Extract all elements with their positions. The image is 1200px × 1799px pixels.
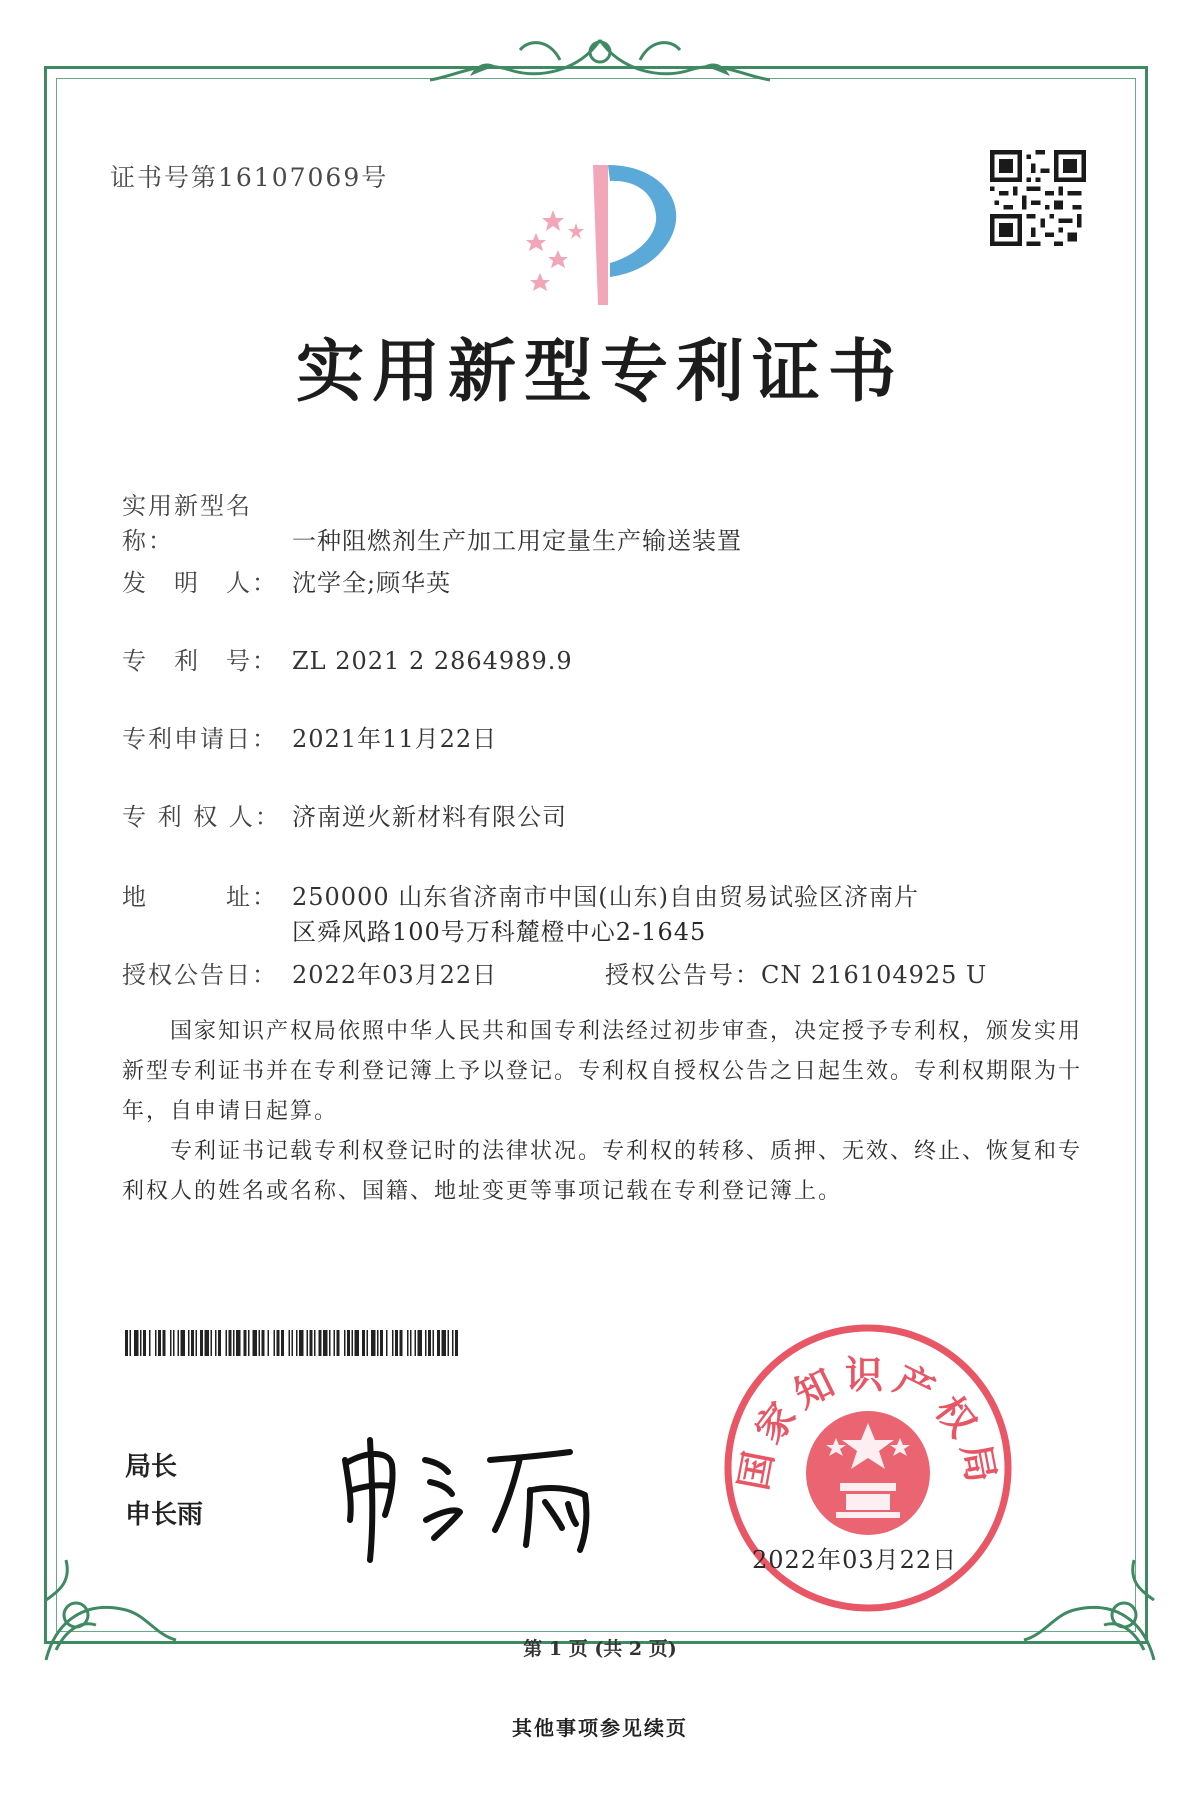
- barcode-bar: [248, 1330, 250, 1356]
- seal-text: 国家知识产权局: [731, 1353, 1005, 1494]
- body-paragraph: 专利证书记载专利权登记时的法律状况。专利权的转移、质押、无效、终止、恢复和专利权人的姓名或名称、国籍、地址变更等事项记载在专利登记簿上。: [122, 1139, 1083, 1204]
- barcode-bar: [188, 1330, 190, 1356]
- barcode-bar: [415, 1330, 417, 1356]
- barcode-bar: [158, 1330, 161, 1356]
- field-announcement-date: [122, 955, 497, 990]
- barcode-bar: [392, 1330, 394, 1356]
- barcode-bar: [226, 1330, 228, 1356]
- barcode-bar: [211, 1330, 213, 1356]
- barcode-bar: [236, 1330, 241, 1356]
- field-label: 发 明 人：: [122, 569, 278, 597]
- field-patentee: [122, 797, 567, 832]
- certificate-number: 证书号第16107069号: [110, 163, 389, 192]
- barcode-bar: [428, 1330, 431, 1356]
- field-value: 一种阻燃剂生产加工用定量生产输送装置: [292, 527, 742, 555]
- barcode-bar: [334, 1330, 336, 1356]
- seal-date: 2022年03月22日: [752, 1546, 958, 1574]
- director-title: 局长: [125, 1452, 178, 1482]
- barcode-bar: [296, 1330, 298, 1356]
- barcode-bar: [319, 1330, 322, 1356]
- barcode-bar: [323, 1330, 328, 1356]
- qr-code-icon: [990, 150, 1086, 246]
- barcode-bar: [215, 1330, 217, 1356]
- barcode-bar: [170, 1330, 172, 1356]
- barcode-bar: [173, 1330, 175, 1356]
- barcode-bar: [196, 1330, 198, 1356]
- field-label: 专 利 号：: [122, 647, 278, 675]
- barcode-bar: [191, 1330, 194, 1356]
- field-inventor: [122, 563, 451, 598]
- field-value: 2021年11月22日: [292, 725, 498, 753]
- barcode-bar: [410, 1330, 412, 1356]
- barcode-bar: [310, 1330, 313, 1356]
- barcode-bar: [259, 1330, 261, 1356]
- barcode-bar: [205, 1330, 210, 1356]
- field-label: 授权公告号：: [605, 961, 761, 989]
- field-value: 沈学全;顾华英: [292, 569, 452, 597]
- barcode-bar: [244, 1330, 247, 1356]
- field-announcement-number: [605, 955, 987, 990]
- barcode-bar: [337, 1330, 340, 1356]
- barcode-bar: [329, 1330, 331, 1356]
- director-name: 申长雨: [125, 1500, 204, 1530]
- field-address: [122, 877, 919, 912]
- barcode-bar: [143, 1330, 146, 1356]
- barcode-bar: [433, 1330, 435, 1356]
- barcode: [125, 1330, 458, 1356]
- barcode-bar: [134, 1330, 139, 1356]
- barcode-bar: [371, 1330, 376, 1356]
- field-address-line2: 区舜风路100号万科麓橙中心2-1645: [292, 918, 707, 946]
- barcode-bar: [218, 1330, 221, 1356]
- field-value: CN 216104925 U: [761, 961, 988, 989]
- barcode-bar: [452, 1330, 454, 1356]
- field-value: 250000 山东省济南市中国(山东)自由贸易试验区济南片: [292, 883, 919, 911]
- barcode-bar: [455, 1330, 458, 1356]
- footer-note: 其他事项参见续页: [512, 1716, 688, 1740]
- field-label: 授权公告日：: [122, 961, 278, 989]
- barcode-bar: [229, 1330, 232, 1356]
- barcode-bar: [262, 1330, 265, 1356]
- patent-office-logo: [498, 155, 694, 305]
- barcode-bar: [352, 1330, 354, 1356]
- page-number: 第 1 页 (共 2 页): [523, 1638, 677, 1660]
- barcode-bar: [314, 1330, 316, 1356]
- handwritten-signature: [330, 1420, 610, 1570]
- field-label: 实用新型名称：: [122, 492, 252, 555]
- barcode-bar: [407, 1330, 409, 1356]
- barcode-bar: [395, 1330, 398, 1356]
- barcode-bar: [386, 1330, 388, 1356]
- field-label: 专 利 权 人：: [122, 803, 281, 831]
- barcode-bar: [367, 1330, 369, 1356]
- barcode-bar: [425, 1330, 427, 1356]
- barcode-bar: [344, 1330, 346, 1356]
- barcode-bar: [200, 1330, 203, 1356]
- barcode-bar: [355, 1330, 360, 1356]
- barcode-bar: [233, 1330, 235, 1356]
- barcode-bar: [281, 1330, 284, 1356]
- barcode-bar: [289, 1330, 291, 1356]
- barcode-bar: [277, 1330, 280, 1356]
- barcode-bar: [140, 1330, 142, 1356]
- field-label: 专利申请日：: [122, 725, 278, 753]
- barcode-bar: [178, 1330, 180, 1356]
- barcode-bar: [442, 1330, 447, 1356]
- field-value: 济南逆火新材料有限公司: [292, 803, 567, 831]
- barcode-bar: [400, 1330, 403, 1356]
- barcode-bar: [155, 1330, 157, 1356]
- barcode-bar: [274, 1330, 276, 1356]
- barcode-bar: [380, 1330, 383, 1356]
- barcode-bar: [299, 1330, 304, 1356]
- body-paragraph: 国家知识产权局依照中华人民共和国专利法经过初步审查，决定授予专利权，颁发实用新型专利证书并在专利登记簿上予以登记。专利权自授权公告之日起生效。专利权期限为十年，自申请日起算。: [122, 1019, 1083, 1124]
- barcode-bar: [437, 1330, 440, 1356]
- barcode-bar: [448, 1330, 450, 1356]
- barcode-bar: [149, 1330, 151, 1356]
- barcode-bar: [292, 1330, 294, 1356]
- field-patent-number: [122, 641, 573, 676]
- barcode-bar: [253, 1330, 258, 1356]
- barcode-bar: [362, 1330, 365, 1356]
- barcode-bar: [125, 1330, 128, 1356]
- barcode-bar: [268, 1330, 270, 1356]
- field-name: [122, 486, 742, 556]
- barcode-bar: [377, 1330, 379, 1356]
- top-ornament: [410, 30, 790, 100]
- barcode-bar: [181, 1330, 186, 1356]
- barcode-bar: [307, 1330, 309, 1356]
- field-value: ZL 2021 2 2864989.9: [292, 647, 573, 675]
- barcode-bar: [418, 1330, 423, 1356]
- barcode-bar: [347, 1330, 350, 1356]
- field-filing-date: [122, 719, 497, 754]
- page-title: 实用新型专利证书: [295, 333, 904, 412]
- field-value: 2022年03月22日: [292, 961, 498, 989]
- barcode-bar: [130, 1330, 132, 1356]
- barcode-bar: [163, 1330, 166, 1356]
- field-label: 地 址：: [122, 883, 278, 911]
